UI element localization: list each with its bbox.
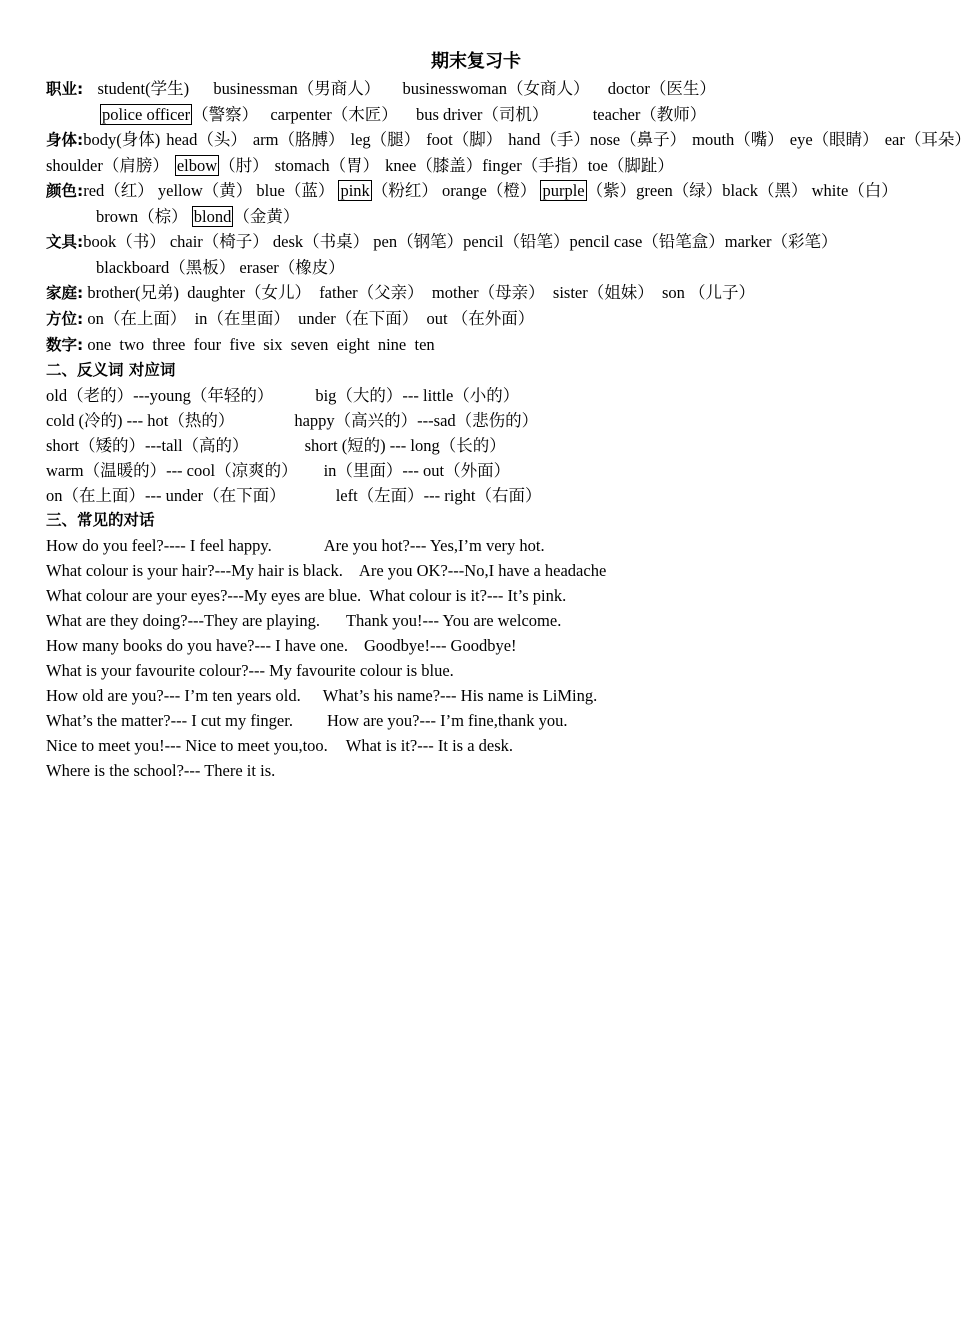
dialogue-row <box>46 733 906 758</box>
dialogue-row <box>46 533 906 558</box>
stationery-label: 文具: <box>46 233 84 251</box>
vocab-item: ear（耳朵） <box>884 130 971 149</box>
vocab-colour-text: （粉红） orange（橙） <box>371 181 537 200</box>
vocab-colour <box>46 178 906 229</box>
vocab-item: leg（腿） <box>350 130 421 149</box>
dialogue-row <box>46 758 906 783</box>
dialogue: What colour are your eyes?---My eyes are blue. <box>46 586 362 605</box>
dialogue: What is it?--- It is a desk. <box>345 736 514 755</box>
dialogue: How do you feel?---- I feel happy. <box>46 536 272 555</box>
vocab-item: carpenter（木匠） <box>270 105 398 124</box>
antonym-row <box>46 458 906 483</box>
vocab-item: businessman（男商人） <box>213 79 381 98</box>
family-label: 家庭: <box>46 284 84 302</box>
dialogue: How are you?--- I’m fine,thank you. <box>326 711 568 730</box>
antonym-pair: cold (冷的) --- hot（热的） <box>46 411 235 430</box>
antonyms-heading: 二、反义词 对应词 <box>46 361 176 379</box>
dialogues-heading: 三、常见的对话 <box>46 511 155 529</box>
antonym-pair: short (短的) --- long（长的） <box>304 436 506 455</box>
vocab-family <box>46 280 906 306</box>
dialogue: Are you hot?--- Yes,I’m very hot. <box>323 536 545 555</box>
vocab-family-text: brother(兄弟) daughter（女儿） father（父亲） mother（母亲） sister（姐妹） son （儿子） <box>87 283 756 302</box>
dialogue: How old are you?--- I’m ten years old. <box>46 686 301 705</box>
dialogue-row <box>46 608 906 633</box>
vocab-body-line2 <box>46 153 906 178</box>
antonym-row <box>46 483 906 508</box>
occupation-label: 职业: <box>46 80 84 98</box>
vocab-item-translation: （肘） <box>219 156 269 175</box>
vocab-item: body(身体) <box>83 130 161 149</box>
vocab-position <box>46 306 906 332</box>
vocab-colour-text: （金黄） <box>233 207 300 226</box>
vocab-item: mouth（嘴） <box>692 130 784 149</box>
boxed-word: elbow <box>176 156 218 175</box>
dialogue-row <box>46 658 906 683</box>
dialogue: What is your favourite colour?--- My favourite colour is blue. <box>46 661 454 680</box>
vocab-item: doctor（医生） <box>607 79 716 98</box>
antonym-pair: short（矮的）---tall（高的） <box>46 436 249 455</box>
antonym-pair: happy（高兴的）---sad（悲伤的） <box>294 411 539 430</box>
vocab-numbers <box>46 332 906 358</box>
colour-label: 颜色: <box>46 182 84 200</box>
dialogue-row <box>46 583 906 608</box>
page-title: 期末复习卡 <box>431 51 521 72</box>
vocab-item: eye（眼睛） <box>789 130 879 149</box>
vocab-position-text: on（在上面） in（在里面） under（在下面） out （在外面） <box>87 309 535 328</box>
vocab-numbers-text: one two three four five six seven eight nine ten <box>87 335 435 354</box>
position-label: 方位: <box>46 310 84 328</box>
antonym-pair: on（在上面）--- under（在下面） <box>46 486 286 505</box>
dialogue-row <box>46 633 906 658</box>
vocab-stationery <box>46 229 906 280</box>
antonym-pair: left（左面）--- right（右面） <box>335 486 542 505</box>
vocab-item: arm（胳膊） <box>252 130 345 149</box>
antonym-pair: old（老的）---young（年轻的） <box>46 386 274 405</box>
vocab-item-translation: （警察） <box>192 105 259 124</box>
dialogue-row <box>46 708 906 733</box>
dialogue-row <box>46 683 906 708</box>
antonym-row <box>46 408 906 433</box>
antonym-pair: big（大的）--- little（小的） <box>315 386 520 405</box>
vocab-stationery-text: book（书） chair（椅子） desk（书桌） pen（钢笔）pencil（铅笔）pencil case（铅笔盒）marker（彩笔） blackboard（黑板） eraser（橡皮） <box>83 232 838 277</box>
dialogue: What’s the matter?--- I cut my finger. <box>46 711 293 730</box>
boxed-word: purple <box>542 181 585 200</box>
vocab-occupation-line2 <box>46 102 906 127</box>
vocab-occupation-line1 <box>46 76 906 102</box>
boxed-word: pink <box>340 181 370 200</box>
body-label: 身体: <box>46 131 84 149</box>
vocab-item: shoulder（肩膀） <box>46 156 169 175</box>
vocab-colour-text: red（红） yellow（黄） blue（蓝） <box>83 181 335 200</box>
vocab-item: head（头） <box>166 130 247 149</box>
dialogue: What are they doing?---They are playing. <box>46 611 320 630</box>
vocab-item: teacher（教师） <box>592 105 707 124</box>
antonym-row <box>46 383 906 408</box>
dialogue-row <box>46 558 906 583</box>
numbers-label: 数字: <box>46 336 84 354</box>
vocab-item: hand（手）nose（鼻子） <box>508 130 687 149</box>
dialogue: What colour is it?--- It’s pink. <box>369 586 567 605</box>
vocab-item: foot（脚） <box>426 130 503 149</box>
dialogue: How many books do you have?--- I have one. <box>46 636 348 655</box>
antonym-pair: warm（温暖的）--- cool（凉爽的） <box>46 461 298 480</box>
vocab-body-line1 <box>46 127 971 153</box>
vocab-item: knee（膝盖）finger（手指）toe（脚趾） <box>385 156 674 175</box>
vocab-item: student(学生) <box>97 79 190 98</box>
vocab-item: stomach（胃） <box>274 156 380 175</box>
vocab-item: businesswoman（女商人） <box>402 79 590 98</box>
vocab-colour-text: （紫）green（绿）black（黑） white（白） brown（棕） <box>96 181 898 226</box>
antonym-pair: in（里面）--- out（外面） <box>323 461 511 480</box>
document-page <box>46 48 971 783</box>
dialogue: Goodbye!--- Goodbye! <box>363 636 517 655</box>
boxed-word: blond <box>193 207 232 226</box>
antonym-row <box>46 433 906 458</box>
dialogue: Nice to meet you!--- Nice to meet you,too. <box>46 736 328 755</box>
boxed-word: police officer <box>102 105 191 124</box>
dialogue: Thank you!--- You are welcome. <box>345 611 562 630</box>
dialogue: Where is the school?--- There it is. <box>46 761 276 780</box>
dialogue: What colour is your hair?---My hair is black. <box>46 561 343 580</box>
dialogue: Are you OK?---No,I have a headache <box>358 561 607 580</box>
dialogue: What’s his name?--- His name is LiMing. <box>322 686 598 705</box>
vocab-item: bus driver（司机） <box>415 105 549 124</box>
